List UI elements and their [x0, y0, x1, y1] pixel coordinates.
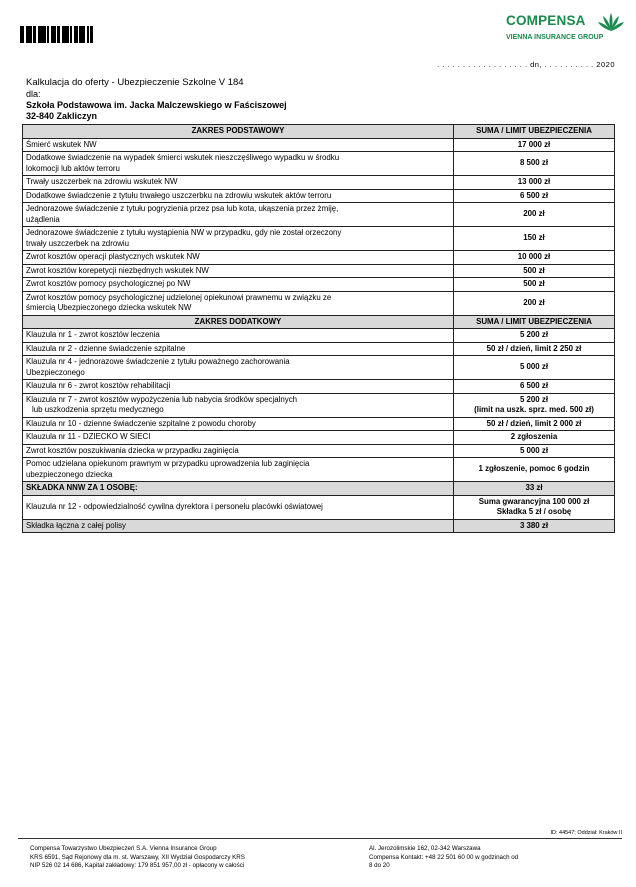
value-line: 2 zgłoszenia — [510, 432, 558, 441]
coverage-description — [23, 444, 454, 458]
value-line: 500 zł — [523, 279, 545, 288]
description-line: Zwrot kosztów poszukiwania dziecka w przypadku zaginięcia — [26, 445, 239, 455]
coverage-value — [454, 264, 615, 278]
table-row — [23, 342, 615, 356]
coverage-table — [22, 124, 615, 533]
description-line: lub uszkodzenia sprzętu medycznego — [32, 405, 164, 414]
value-line: 8 500 zł — [519, 158, 549, 168]
coverage-description — [23, 227, 454, 251]
coverage-value — [454, 431, 615, 445]
value-line: 17 000 zł — [517, 139, 551, 149]
coverage-value — [454, 380, 615, 394]
premium-total-label: Składka łączna z całej polisy — [23, 519, 454, 533]
coverage-value — [454, 189, 615, 203]
compensa-flower-logo-icon — [598, 12, 624, 32]
basic-header-row — [23, 125, 615, 139]
table-row — [23, 380, 615, 394]
coverage-value — [454, 417, 615, 431]
coverage-description — [23, 380, 454, 394]
value-line: 5 000 zł — [519, 362, 549, 372]
table-row — [23, 227, 615, 251]
coverage-value — [454, 176, 615, 190]
description-line: Klauzula nr 2 - dzienne świadczenie szpitalne — [26, 343, 186, 353]
description-line: Klauzula nr 6 - zwrot kosztów rehabilitacji — [26, 381, 171, 390]
description-line: lokomocji lub aktów terroru — [26, 163, 120, 173]
extra-header-sum: SUMA / LIMIT UBEZPIECZENIA — [454, 315, 615, 329]
table-row — [23, 278, 615, 292]
coverage-value — [454, 203, 615, 227]
table-row — [23, 264, 615, 278]
footer-divider — [18, 838, 622, 839]
coverage-description — [23, 458, 454, 482]
recipient-name: Szkoła Podstawowa im. Jacka Malczewskiego w Faściszowej — [26, 100, 287, 110]
footer-line: Compensa Towarzystwo Ubezpieczeń S.A. Vienna Insurance Group — [30, 845, 217, 852]
coverage-value — [454, 458, 615, 482]
barcode — [20, 26, 94, 43]
value-line: 50 zł / dzień, limit 2 000 zł — [486, 418, 582, 428]
premium-per-person-label: SKŁADKA NNW ZA 1 OSOBĘ: — [23, 482, 454, 496]
value-line: 13 000 zł — [517, 177, 551, 186]
description-line: Klauzula nr 10 - dzienne świadczenie szpitalne z powodu choroby — [26, 418, 256, 428]
value-line: (limit na uszk. sprz. med. 500 zł) — [474, 405, 594, 414]
coverage-description — [23, 291, 454, 315]
table-row — [23, 393, 615, 417]
table-row — [23, 431, 615, 445]
liability-value — [454, 495, 615, 519]
table-row — [23, 251, 615, 265]
liability-description: Klauzula nr 12 - odpowiedzialność cywilna dyrektora i personelu placówki oświatowej — [23, 495, 454, 519]
description-line: Zwrot kosztów pomocy psychologicznej po NW — [26, 279, 191, 288]
table-row — [23, 458, 615, 482]
coverage-description — [23, 251, 454, 265]
footer-line: NIP 526 02 14 686, Kapitał zakładowy: 179 851 957,00 zł - opłacony w całości — [30, 862, 245, 870]
recipient-label: dla: — [26, 89, 41, 99]
footer-company-info — [30, 845, 245, 871]
value-line: Składka 5 zł / osobę — [496, 507, 572, 516]
description-line: Klauzula nr 1 - zwrot kosztów leczenia — [26, 330, 160, 339]
description-line: Zwrot kosztów korepetycji niezbędnych wskutek NW — [26, 265, 209, 275]
value-line: 200 zł — [523, 209, 545, 219]
table-row — [23, 189, 615, 203]
coverage-description — [23, 342, 454, 356]
coverage-value — [454, 356, 615, 380]
date-line: . . . . . . . . . . . . . . . . . . dn, . . . . . . . . . . 2020 — [437, 60, 615, 69]
table-row — [23, 356, 615, 380]
description-line: Pomoc udzielana opiekunom prawnym w przypadku uprowadzenia lub zaginięcia — [26, 459, 310, 468]
table-row — [23, 203, 615, 227]
coverage-description — [23, 393, 454, 417]
description-line: użądlenia — [26, 214, 60, 224]
premium-total-row — [23, 519, 615, 533]
footer-id: ID: 44547; Oddział: Kraków II — [550, 830, 622, 836]
description-line: Ubezpieczonego — [26, 367, 85, 377]
table-row — [23, 176, 615, 190]
coverage-description — [23, 431, 454, 445]
coverage-description — [23, 264, 454, 278]
table-row — [23, 417, 615, 431]
description-line: trwały uszczerbek na zdrowiu — [26, 238, 130, 248]
value-line: 10 000 zł — [517, 252, 551, 261]
premium-per-person-value: 33 zł — [454, 482, 615, 496]
description-line: Jednorazowe świadczenie z tytułu pogryzienia przez psa lub kota, ukąszenia przez żmiję, — [26, 204, 339, 213]
coverage-value — [454, 329, 615, 343]
value-line: 200 zł — [523, 297, 545, 307]
liability-row — [23, 495, 615, 519]
coverage-value — [454, 444, 615, 458]
coverage-description — [23, 152, 454, 176]
table-row — [23, 152, 615, 176]
extra-header-scope: ZAKRES DODATKOWY — [23, 315, 454, 329]
description-line: ubezpieczonego dziecka — [26, 469, 113, 479]
coverage-description — [23, 329, 454, 343]
table-row — [23, 291, 615, 315]
footer-line: 8 do 20 — [369, 862, 390, 870]
extra-header-row — [23, 315, 615, 329]
coverage-value — [454, 278, 615, 292]
basic-header-scope: ZAKRES PODSTAWOWY — [23, 125, 454, 139]
description-line: Klauzula nr 7 - zwrot kosztów wypożyczenia lub nabycia środków specjalnych — [26, 394, 298, 404]
coverage-value — [454, 138, 615, 152]
value-line: 5 000 zł — [519, 445, 549, 455]
brand-name: COMPENSA — [506, 13, 586, 28]
value-line: 1 zgłoszenie, pomoc 6 godzin — [478, 464, 590, 474]
footer-line: KRS 6591, Sąd Rejonowy dla m. st. Warszawy, XII Wydział Gospodarczy KRS — [30, 853, 245, 861]
coverage-value — [454, 393, 615, 417]
coverage-description — [23, 138, 454, 152]
value-line: 5 200 zł — [519, 330, 549, 339]
description-line: śmiercią Ubezpieczonego dziecka wskutek NW — [26, 303, 192, 312]
value-line: 5 200 zł — [519, 394, 549, 404]
brand-subtitle: VIENNA INSURANCE GROUP — [506, 34, 604, 41]
footer-contact-info — [369, 845, 518, 871]
basic-header-sum: SUMA / LIMIT UBEZPIECZENIA — [454, 125, 615, 139]
value-line: 150 zł — [523, 233, 545, 243]
footer-line: Compensa Kontakt: +48 22 501 60 00 w godzinach od — [369, 853, 519, 861]
compensa-logo — [506, 12, 622, 46]
coverage-description — [23, 278, 454, 292]
coverage-description — [23, 176, 454, 190]
description-line: Trwały uszczerbek na zdrowiu wskutek NW — [26, 177, 178, 186]
description-line: Zwrot kosztów pomocy psychologicznej udzielonej opiekunowi prawnemu w związku ze — [26, 292, 332, 302]
table-row — [23, 138, 615, 152]
coverage-value — [454, 342, 615, 356]
coverage-description — [23, 189, 454, 203]
description-line: Klauzula nr 11 - DZIECKO W SIECI — [26, 432, 151, 441]
table-row — [23, 329, 615, 343]
document-title: Kalkulacja do oferty - Ubezpieczenie Szkolne V 184 — [26, 77, 244, 88]
footer-line: Al. Jerozolimskie 162, 02-342 Warszawa — [369, 845, 481, 852]
coverage-description — [23, 203, 454, 227]
value-line: 50 zł / dzień, limit 2 250 zł — [486, 343, 582, 353]
value-line: Suma gwarancyjna 100 000 zł — [478, 496, 590, 506]
value-line: 500 zł — [523, 265, 545, 275]
description-line: Dodatkowe świadczenie z tytułu trwałego uszczerbku na zdrowiu wskutek aktów terroru — [26, 190, 332, 200]
coverage-value — [454, 227, 615, 251]
coverage-description — [23, 417, 454, 431]
coverage-value — [454, 251, 615, 265]
value-line: 6 500 zł — [519, 190, 549, 200]
description-line: Śmierć wskutek NW — [26, 139, 97, 149]
coverage-description — [23, 356, 454, 380]
premium-per-person-row — [23, 482, 615, 496]
recipient-address: 32-840 Zakliczyn — [26, 111, 98, 121]
description-line: Jednorazowe świadczenie z tytułu wystąpienia NW w przypadku, gdy nie został orzeczony — [26, 228, 342, 237]
coverage-value — [454, 291, 615, 315]
value-line: 6 500 zł — [519, 381, 549, 390]
description-line: Dodatkowe świadczenie na wypadek śmierci wskutek nieszczęśliwego wypadku w środku — [26, 153, 340, 162]
premium-total-value: 3 380 zł — [454, 519, 615, 533]
table-row — [23, 444, 615, 458]
coverage-value — [454, 152, 615, 176]
description-line: Zwrot kosztów operacji plastycznych wskutek NW — [26, 252, 200, 261]
description-line: Klauzula nr 4 - jednorazowe świadczenie z tytułu poważnego zachorowania — [26, 357, 290, 366]
